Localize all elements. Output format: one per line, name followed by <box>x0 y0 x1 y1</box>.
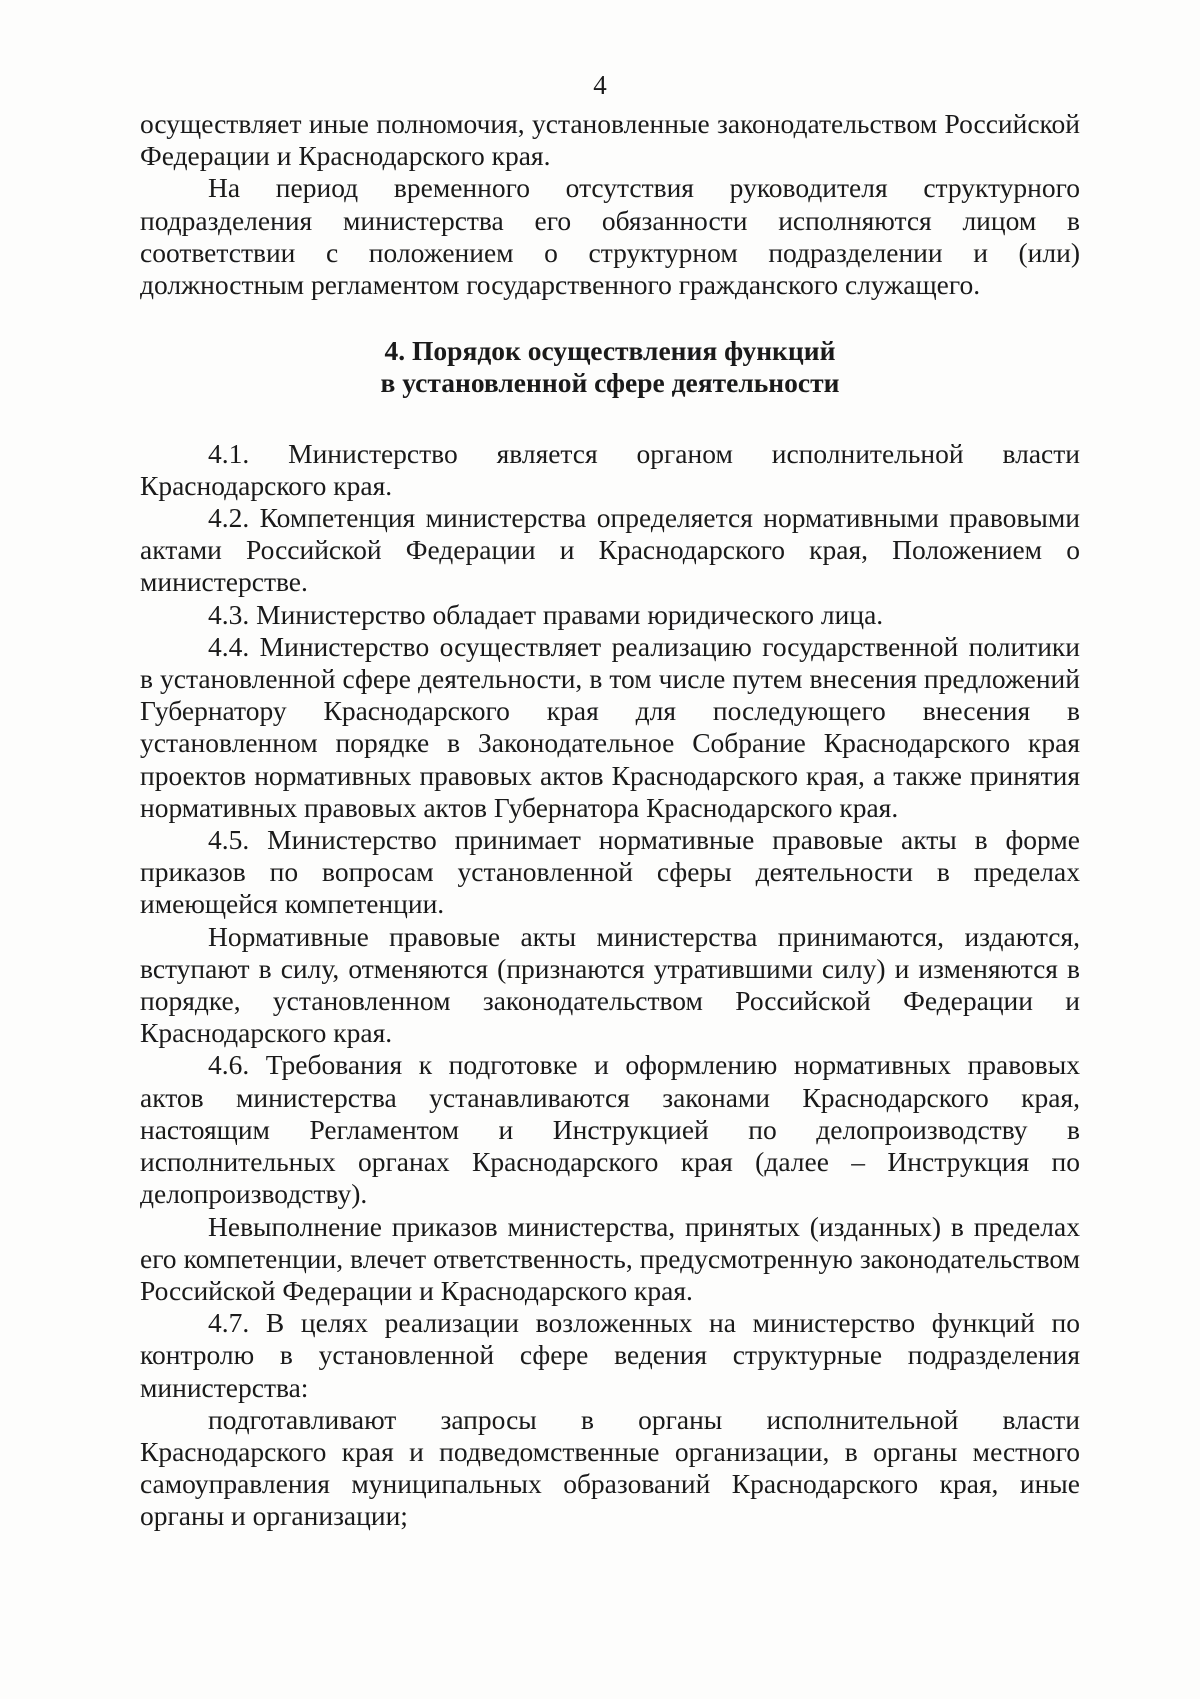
paragraph-4-3: 4.3. Министерство обладает правами юридического лица. <box>208 598 884 630</box>
section-heading-line-2: в установленной сфере деятельности <box>380 367 840 399</box>
paragraph-4-4: 4.4. Министерство осуществляет реализацию государственной политики в установленной сфере деятельности, в том числе путем внесения предложений Губернатору Краснодарского края для последующего внесения в установленном порядке в Законодательное Собрание Краснодарского края проектов нормативных правовых актов Краснодарского края, а также принятия нормативных правовых актов Губернатора Краснодарского края. <box>140 630 1080 823</box>
page-number: 4 <box>593 70 607 100</box>
paragraph-4-1: 4.1. Министерство является органом исполнительной власти Краснодарского края. <box>140 437 1080 501</box>
paragraph-4-5-b: Нормативные правовые акты министерства принимаются, издаются, вступают в силу, отменяются (признаются утратившими силу) и изменяются в порядке, установленном законодательством Российской Федерации и Краснодарского края. <box>140 920 1080 1049</box>
intro-paragraph-absence: На период временного отсутствия руководителя структурного подразделения министерства его обязанности исполняются лицом в соответствии с положением о структурном подразделении и (или) должностным регламентом государственного гражданского служащего. <box>140 172 1080 301</box>
paragraph-4-7: 4.7. В целях реализации возложенных на министерство функций по контролю в установленной сфере ведения структурные подразделения министерства: <box>140 1307 1080 1403</box>
intro-paragraph-continuation: осуществляет иные полномочия, установленные законодательством Российской Федерации и Краснодарского края. <box>140 108 1080 172</box>
paragraph-4-2: 4.2. Компетенция министерства определяется нормативными правовыми актами Российской Федерации и Краснодарского края, Положением о министерстве. <box>140 502 1080 598</box>
section-heading-line-1: 4. Порядок осуществления функций <box>384 335 836 367</box>
paragraph-4-6: 4.6. Требования к подготовке и оформлению нормативных правовых актов министерства устанавливаются законами Краснодарского края, настоящим Регламентом и Инструкцией по делопроизводству в исполнительных органах Краснодарского края (далее – Инструкция по делопроизводству). <box>140 1049 1080 1210</box>
section-heading <box>140 335 1080 399</box>
paragraph-4-7-a: подготавливают запросы в органы исполнительной власти Краснодарского края и подведомственные организации, в органы местного самоуправления муниципальных образований Краснодарского края, иные органы и организации; <box>140 1403 1080 1532</box>
paragraph-4-5: 4.5. Министерство принимает нормативные правовые акты в форме приказов по вопросам установленной сферы деятельности в пределах имеющейся компетенции. <box>140 824 1080 920</box>
document-body <box>140 108 1080 1533</box>
paragraph-4-6-b: Невыполнение приказов министерства, принятых (изданных) в пределах его компетенции, влечет ответственность, предусмотренную законодательством Российской Федерации и Краснодарского края. <box>140 1210 1080 1306</box>
